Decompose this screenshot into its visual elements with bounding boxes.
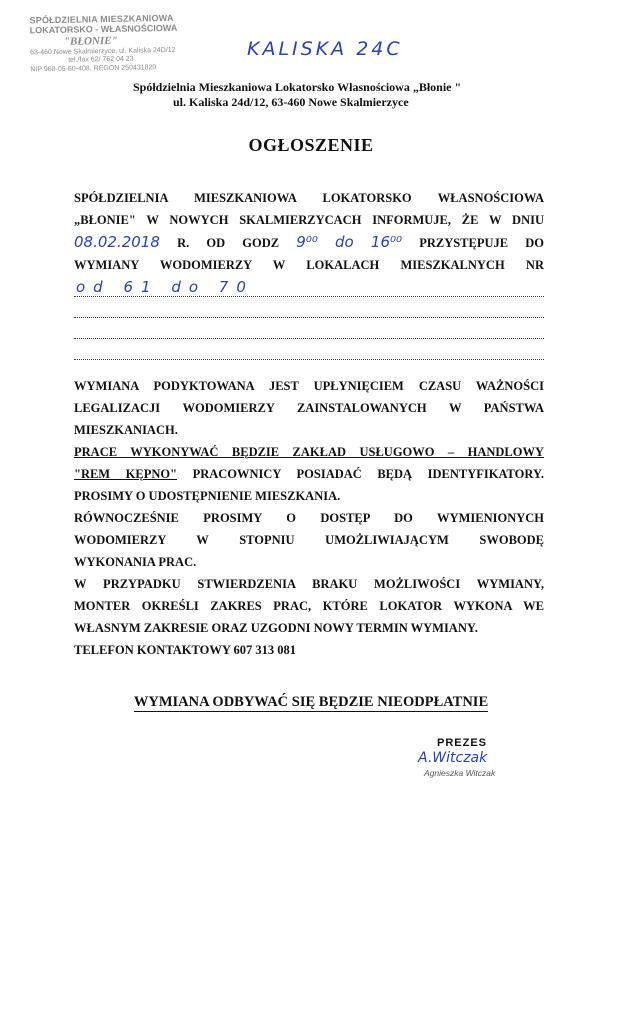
stamp-line-1: SPÓŁDZIELNIA MIESZKANIOWA <box>29 12 174 26</box>
notice-line: LEGALIZACJI WODOMIERZY ZAINSTALOWANYCH W PAŃSTWA <box>74 401 544 415</box>
notice-body <box>74 375 544 661</box>
stamp-line-2: LOKATORSKO - WŁASNOŚCIOWA <box>29 22 178 36</box>
dotted-fill-line <box>74 339 544 360</box>
cooperative-stamp <box>29 13 190 86</box>
dotted-fill-line <box>74 297 544 318</box>
handwritten-signature: A.Witczak <box>418 750 488 766</box>
notice-date-line <box>74 231 544 254</box>
dotted-fill-line <box>74 318 544 339</box>
notice-line: W PRZYPADKU STWIERDZENIA BRAKU MOŻLIWOŚCI WYMIANY, <box>74 577 544 591</box>
stamp-line-6: NIP 968-05-60-408, REGON 250431820 <box>30 64 157 74</box>
dotted-fill-line <box>74 276 544 297</box>
notice-text: R. OD GODZ <box>177 236 280 250</box>
notice-line: „BŁONIE" W NOWYCH SKALMIERZYCACH INFORMUJE, ŻE W DNIU <box>74 213 544 227</box>
notice-line: MONTER OKREŚLI ZAKRES PRAC, KTÓRE LOKATOR WYKONA WE <box>74 599 544 613</box>
organization-name: Spółdzielnia Mieszkaniowa Lokatorsko Własnościowa „Błonie " <box>133 80 462 94</box>
notice-paragraph-1 <box>74 187 544 360</box>
notice-text: PRACOWNICY POSIADAĆ BĘDĄ IDENTYFIKATORY. <box>177 467 544 481</box>
footer-text: WYMIANA ODBYWAĆ SIĘ BĘDZIE NIEODPŁATNIE <box>133 694 489 710</box>
handwritten-time-from: 9⁰⁰ <box>296 233 318 251</box>
signature-name-stamp: Agnieszka Witczak <box>424 768 496 778</box>
handwritten-building-address: KALISKA 24C <box>247 38 403 60</box>
handwritten-apartment-range: od 61 do 70 <box>76 278 254 296</box>
notice-line: WŁASNYM ZAKRESIE ORAZ UZGODNI NOWY TERMIN WYMIANY. <box>74 621 478 635</box>
handwritten-date: 08.02.2018 <box>74 233 160 251</box>
notice-line: WYMIANY WODOMIERZY W LOKALACH MIESZKALNYCH NR <box>74 258 544 272</box>
organization-address: ul. Kaliska 24d/12, 63-460 Nowe Skalmierzyce <box>173 95 409 109</box>
company-name: "REM KĘPNO" <box>74 467 178 481</box>
free-of-charge-note <box>0 694 622 711</box>
stamp-line-4: 63-460 Nowe Skalmierzyce, ul. Kaliska 24D/12 <box>29 46 176 57</box>
signature-role: PREZES <box>437 737 488 749</box>
notice-line: WYKONANIA PRAC. <box>74 555 197 569</box>
notice-line-underlined: PRACE WYKONYWAĆ BĘDZIE ZAKŁAD USŁUGOWO – HANDLOWY <box>74 445 544 459</box>
contact-phone: TELEFON KONTAKTOWY 607 313 081 <box>74 643 297 657</box>
notice-text: PRZYSTĘPUJE DO <box>419 236 545 250</box>
page-title: OGŁOSZENIE <box>248 135 374 155</box>
notice-line: RÓWNOCZEŚNIE PROSIMY O DOSTĘP DO WYMIENIONYCH <box>74 511 544 525</box>
handwritten-time-to: 16⁰⁰ <box>370 233 403 251</box>
notice-line: SPÓŁDZIELNIA MIESZKANIOWA LOKATORSKO WŁASNOŚCIOWA <box>74 191 544 205</box>
stamp-line-5: tel./fax 62/ 762 04 23 <box>68 55 134 64</box>
notice-line: PROSIMY O UDOSTĘPNIENIE MIESZKANIA. <box>74 489 341 503</box>
notice-line: WODOMIERZY W STOPNIU UMOŻLIWIAJĄCYM SWOBODĘ <box>74 533 544 547</box>
notice-line: MIESZKANIACH. <box>74 423 178 437</box>
notice-line: WYMIANA PODYKTOWANA JEST UPŁYNIĘCIEM CZASU WAŻNOŚCI <box>74 379 544 393</box>
notice-line <box>74 463 544 485</box>
handwritten-time-do: do <box>335 233 354 251</box>
stamp-line-3: "BŁONIE" <box>63 34 118 48</box>
organization-header <box>133 80 461 110</box>
